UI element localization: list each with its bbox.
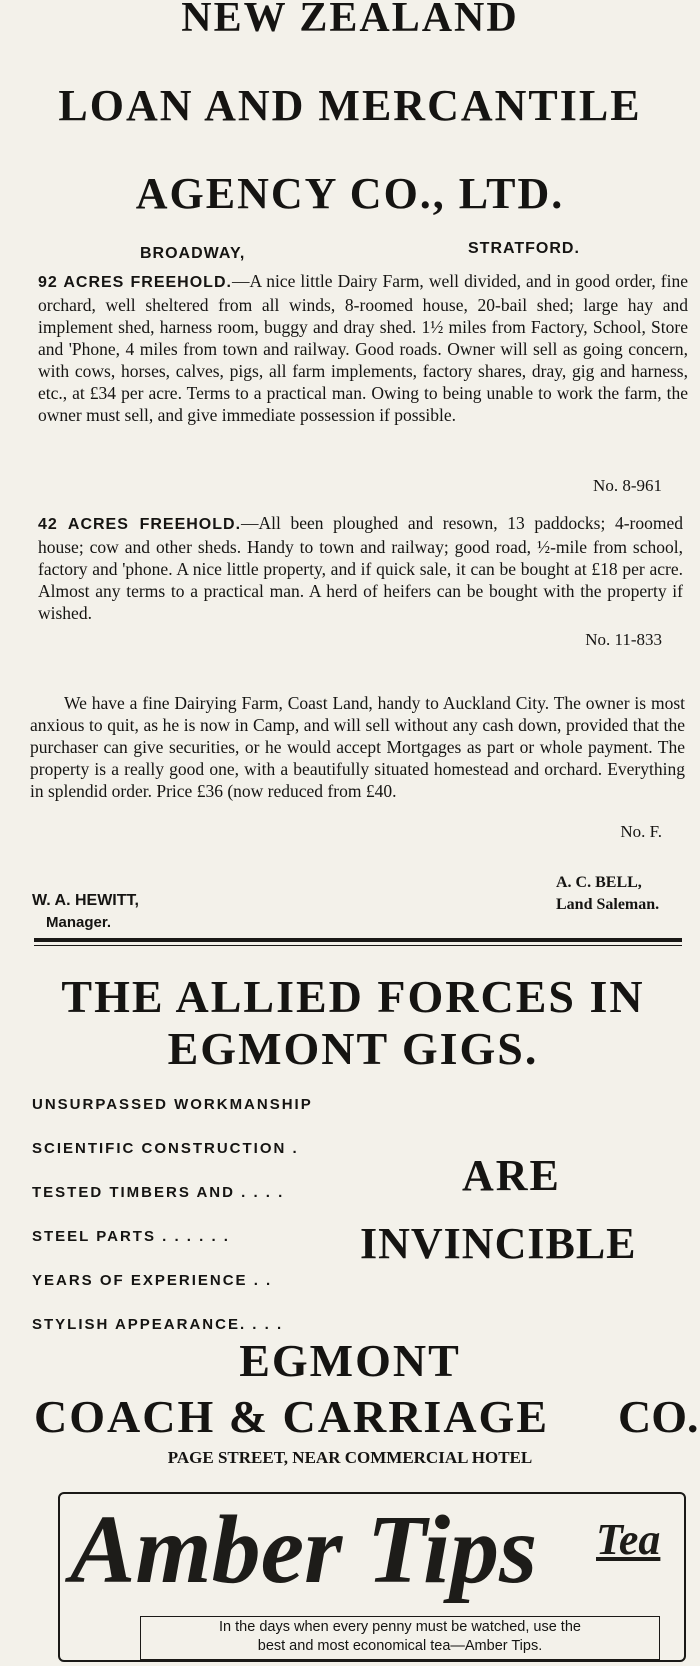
location-right: STRATFORD. [468,240,580,257]
are-text: ARE [462,1151,561,1200]
separator-rule-thin [34,945,682,946]
listing-1-lead: 92 ACRES FREEHOLD. [38,274,232,291]
feature-item-5: YEARS OF EXPERIENCE . . [32,1272,273,1289]
listing-1-ref: No. 8-961 [593,476,662,495]
manager-name: W. A. HEWITT, [32,892,139,909]
location-left: BROADWAY, [140,245,246,262]
invincible-text: INVINCIBLE [360,1219,637,1268]
agency-title-line3: AGENCY CO., LTD. [135,169,565,218]
company-name-3: CO. [618,1391,699,1442]
manager-title: Manager. [46,914,112,931]
amber-tagline-line-1: In the days when every penny must be watched, use the [219,1619,581,1635]
salesman-title: Land Saleman. [556,896,660,913]
company-name-1: EGMONT [239,1335,461,1386]
company-name-2: COACH & CARRIAGE [34,1391,549,1442]
feature-item-3: TESTED TIMBERS AND . . . . [32,1184,285,1201]
company-address: PAGE STREET, NEAR COMMERCIAL HOTEL [167,1448,533,1467]
listing-2-lead: 42 ACRES FREEHOLD. [38,516,242,533]
gigs-headline-2: EGMONT GIGS. [167,1023,539,1074]
listing-1 [38,270,688,426]
listing-3-ref: No. F. [620,822,662,841]
amber-tagline [140,1618,660,1656]
agency-title-line2: LOAN AND MERCANTILE [58,81,642,130]
features-list [32,1096,372,1360]
agency-title-line1: NEW ZEALAND [181,0,519,41]
separator-rule [34,938,682,942]
listing-2-ref: No. 11-833 [585,630,662,649]
feature-item-4: STEEL PARTS . . . . . . [32,1228,230,1245]
salesman-name: A. C. BELL, [556,874,642,891]
listing-3 [30,692,685,802]
listing-1-text: —A nice little Dairy Farm, well divided, and in good order, fine orchard, well sheltered from all winds, 8-roomed house, 20-bail shed; large hay and implement shed, harness room, buggy and dray shed. 1½ miles from Factory, School, Store and 'Phone, 4 miles from town and railway. Good roads. Owner will sell as going concern, with cows, horses, calves, pigs, all farm implements, factory shares, dray, gig and harness, etc., at £34 per acre. Terms to a practical man. Owing to being unable to work the farm, the owner must sell, and give immediate possession if possible. [38,271,688,425]
feature-item-1: UNSURPASSED WORKMANSHIP [32,1096,313,1113]
amber-tips-brand: Amber Tips [70,1496,538,1604]
listing-2-text: —All been ploughed and resown, 13 paddocks; 4-roomed house; cow and other sheds. Handy to town and railway; good road, ½-mile from school, factory and 'phone. A nice little property, and if quick sale, it can be bought at £18 per acre. Almost any terms to a practical man. A herd of heifers can be bought with the property if wished. [38,513,683,623]
listing-2 [38,512,683,624]
feature-item-6: STYLISH APPEARANCE. . . . [32,1316,284,1333]
listing-3-text: We have a fine Dairying Farm, Coast Land, handy to Auckland City. The owner is most anxious to quit, as he is now in Camp, and will sell without any cash down, provided that the purchaser can give securities, or he would accept Mortgages as part or whole payment. The property is a really good one, with a beautifully situated homestead and orchard. Everything in splendid order. Price £36 (now reduced from £40. [30,693,685,801]
gigs-headline-1: THE ALLIED FORCES IN [61,971,645,1022]
amber-tagline-line-2: best and most economical tea—Amber Tips. [257,1638,543,1654]
amber-tea: Tea [596,1515,661,1564]
feature-item-2: SCIENTIFIC CONSTRUCTION . [32,1140,299,1157]
